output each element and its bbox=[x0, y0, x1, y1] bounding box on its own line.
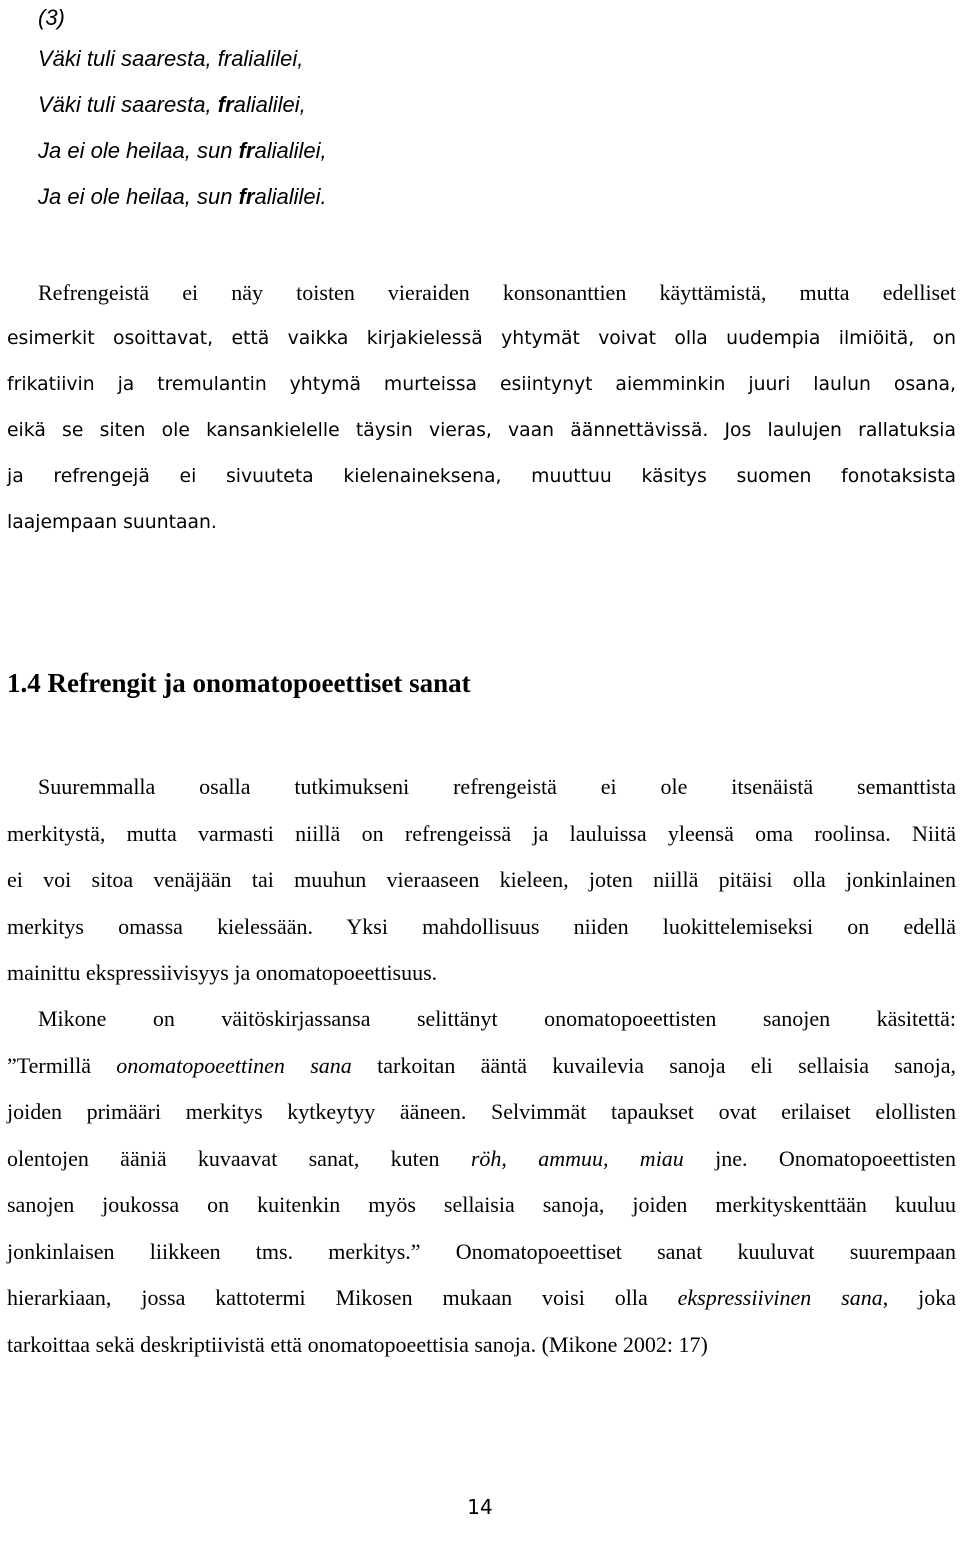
verse-line bbox=[38, 128, 327, 174]
paragraph-line: sanojen joukossa on kuitenkin myös sellaisia sanoja, joiden merkityskenttään kuuluu bbox=[7, 1192, 956, 1217]
verse-text: Ja ei ole heilaa, sun bbox=[38, 184, 239, 209]
verse-text: fralialilei, bbox=[217, 46, 304, 71]
verse-line bbox=[38, 82, 327, 128]
verse-text: alialilei, bbox=[254, 138, 327, 163]
paragraph-line: Suuremmalla osalla tutkimukseni refrengeistä ei ole itsenäistä semanttista bbox=[38, 774, 956, 799]
verse-text: alialilei, bbox=[233, 92, 306, 117]
paragraph-line: ja refrengejä ei sivuuteta kielenaineksena, muuttuu käsitys suomen fonotaksista bbox=[7, 466, 956, 487]
paragraph-line bbox=[7, 1136, 956, 1183]
paragraph-fonotaksi bbox=[7, 270, 956, 546]
paragraph-line: laajempaan suuntaan. bbox=[7, 512, 217, 533]
italic-term: onomatopoeettinen sana bbox=[116, 1052, 352, 1078]
paragraph-line: merkitys omassa kielessään. Yksi mahdollisuus niiden luokittelemiseksi on edellä bbox=[7, 913, 956, 939]
text-run: ”Termillä bbox=[7, 1052, 117, 1078]
paragraph-line bbox=[7, 1043, 956, 1090]
paragraph-line: merkitystä, mutta varmasti niillä on refrengeissä ja lauluissa yleensä oma roolinsa. Niitä bbox=[7, 820, 956, 846]
paragraph-line: eikä se siten ole kansankielelle täysin vieras, vaan äännettävissä. Jos laulujen rallatuksia bbox=[7, 420, 956, 441]
text-run: hierarkiaan, jossa kattotermi Mikosen mukaan voisi olla bbox=[7, 1285, 678, 1310]
text-run: jne. Onomatopoeettisten bbox=[683, 1145, 956, 1171]
verse-line bbox=[38, 36, 327, 82]
italic-term: ekspressiivinen sana bbox=[677, 1285, 883, 1310]
page-number: 14 bbox=[467, 1495, 493, 1519]
verse-text: Väki tuli saaresta, bbox=[38, 46, 218, 71]
paragraph-mikone-quote bbox=[7, 996, 956, 1368]
paragraph-line: ei voi sitoa venäjään tai muuhun vieraaseen kieleen, joten niillä pitäisi olla jonkinlainen bbox=[7, 867, 956, 892]
verse-line bbox=[38, 174, 327, 220]
text-run: olentojen ääniä kuvaavat sanat, kuten bbox=[7, 1145, 471, 1171]
paragraph-line: Mikone on väitöskirjassansa selittänyt onomatopoeettisten sanojen käsitettä: bbox=[38, 1006, 956, 1031]
paragraph-semanttinen bbox=[7, 764, 956, 997]
paragraph-line: Refrengeistä ei näy toisten vieraiden konsonanttien käyttämistä, mutta edelliset bbox=[38, 280, 956, 305]
text-run: , joka bbox=[882, 1285, 956, 1310]
paragraph-line: frikatiivin ja tremulantin yhtymä murteissa esiintynyt aiemminkin juuri laulun osana, bbox=[7, 374, 956, 395]
verse-text: Ja ei ole heilaa, sun bbox=[38, 138, 239, 163]
verse-text: Väki tuli saaresta, bbox=[38, 92, 218, 117]
paragraph-line: jonkinlaisen liikkeen tms. merkitys.” Onomatopoeettiset sanat kuuluvat suurempaan bbox=[7, 1238, 956, 1264]
verse-bold-text: fr bbox=[238, 138, 255, 163]
example-number: (3) bbox=[38, 5, 65, 30]
verse-example bbox=[38, 0, 327, 220]
section-heading: 1.4 Refrengit ja onomatopoeettiset sanat bbox=[7, 668, 471, 698]
paragraph-line bbox=[7, 1275, 956, 1322]
italic-examples: röh, ammuu, miau bbox=[470, 1145, 684, 1171]
paragraph-line: tarkoittaa sekä deskriptiivistä että onomatopoeettisia sanoja. (Mikone 2002: 17) bbox=[7, 1331, 708, 1357]
paragraph-line: mainittu ekspressiivisyys ja onomatopoeettisuus. bbox=[7, 960, 438, 985]
verse-bold-text: fr bbox=[217, 92, 234, 117]
verse-text: alialilei. bbox=[254, 184, 327, 209]
paragraph-line: esimerkit osoittavat, että vaikka kirjakielessä yhtymät voivat olla uudempia ilmiöitä, on bbox=[7, 328, 956, 349]
text-run: tarkoitan ääntä kuvailevia sanoja eli sellaisia sanoja, bbox=[351, 1052, 956, 1078]
paragraph-line: joiden primääri merkitys kytkeytyy ääneen. Selvimmät tapaukset ovat erilaiset elollisten bbox=[7, 1099, 956, 1124]
verse-bold-text: fr bbox=[238, 184, 255, 209]
